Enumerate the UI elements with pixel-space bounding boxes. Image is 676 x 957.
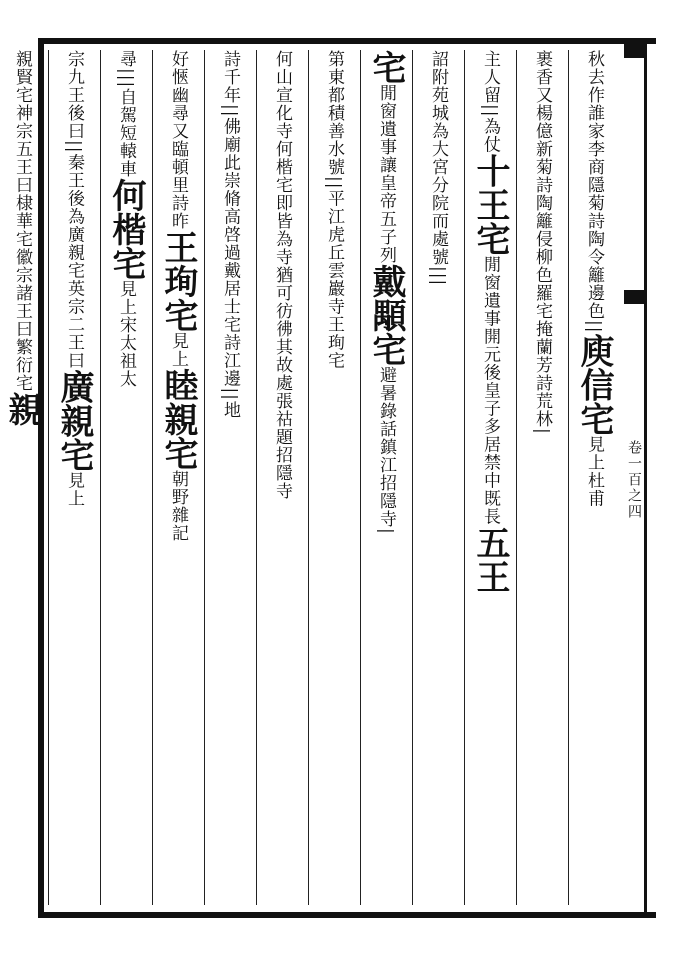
entry-text: 閒窗遺事讓皇帝五子列 [376, 84, 396, 264]
text-column [308, 50, 360, 905]
text-column [48, 50, 100, 905]
entry-text: 宋太祖太 [116, 316, 136, 389]
text-column [464, 50, 516, 905]
entry-text: 親賢宅神宗五王曰棣華宅徽宗諸王曰繁衍宅 [12, 50, 32, 392]
entry-text: || [584, 320, 604, 334]
entry-text: 避暑錄話鎮江招隱寺| [376, 366, 396, 535]
text-column [204, 50, 256, 905]
entry-heading: 十王宅 [470, 153, 510, 256]
entry-text: 主人留 [480, 50, 500, 104]
text-column [516, 50, 568, 905]
entry-text: 秦王後為廣親宅英宗二王曰 [64, 153, 84, 370]
entry-text: 何山宣化寺何楷宅即皆為寺猶可彷彿其故處張祜題招隱寺 [272, 50, 292, 500]
entry-text: 詩千年||佛廟此崇脩高啓過戴居士宅詩江邊||地 [220, 50, 240, 419]
entry-heading: 何楷宅 [106, 178, 146, 281]
entry-text: 朝野雜記 [168, 470, 188, 542]
entry-heading: 庾信宅 [574, 333, 614, 436]
entry-heading: 睦親宅 [158, 368, 198, 470]
text-column [152, 50, 204, 905]
entry-text: 第東都積善水號|| [324, 50, 344, 190]
text-column [256, 50, 308, 905]
page-border-bottom [38, 912, 656, 918]
text-column [412, 50, 464, 905]
text-column [568, 50, 620, 905]
fishtail-mark-middle [624, 290, 644, 304]
entry-text: 尋|||自駕短轅車 [116, 50, 136, 179]
entry-heading: 親 [2, 392, 42, 426]
entry-text: 秋去作誰家李商隱菊詩陶令籬邊色 [584, 50, 604, 320]
entry-heading: 五王 [470, 525, 510, 594]
entry-heading: 王珣宅 [158, 230, 198, 332]
text-column [0, 50, 48, 905]
entry-text: 見上杜甫 [584, 435, 604, 508]
page-border-top [38, 38, 656, 44]
page-border-right [644, 38, 647, 918]
entry-text: 平江虎丘雲巖寺王珣宅 [324, 189, 344, 370]
entry-text: ||為仗 [480, 104, 500, 154]
entry-text: 詩荒林| [532, 374, 552, 435]
text-column [100, 50, 152, 905]
entry-text: 詔附苑城為大宮分院而處號||| [428, 50, 448, 287]
entry-heading: 廣親宅 [54, 369, 94, 472]
entry-text: 見上 [168, 332, 188, 368]
entry-text: 見上 [64, 471, 84, 508]
entry-text: 閒窗遺事開元後皇子多居禁中既長 [480, 255, 500, 526]
text-columns [2, 50, 620, 905]
entry-heading: 宅 [366, 50, 406, 84]
fishtail-mark-top [624, 44, 644, 58]
entry-text: 裹香又楊億新菊詩陶籬侵柳色羅宅掩蘭芳 [532, 50, 552, 374]
entry-text: 見上 [116, 280, 136, 317]
entry-text: 宗九王後曰|| [64, 50, 84, 154]
entry-text: 好愜幽尋又臨頓里詩昨 [168, 50, 188, 230]
text-column [360, 50, 412, 905]
margin-volume-label: 卷一百之四 [626, 440, 642, 520]
entry-heading: 戴顒宅 [366, 264, 406, 366]
